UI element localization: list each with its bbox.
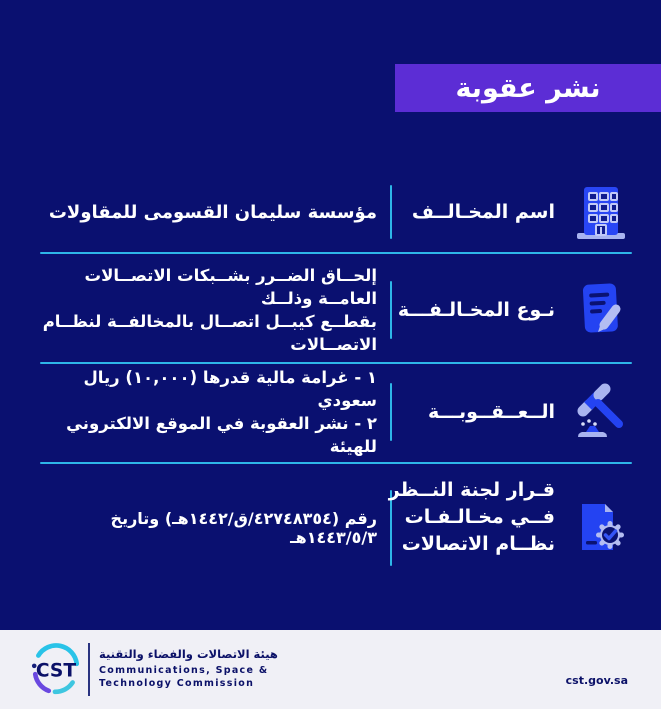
org-name-arabic: هيئة الاتصالات والفضاء والتقنية: [99, 647, 278, 661]
section-separator: [40, 252, 632, 254]
row-violator-name: [40, 170, 634, 254]
row-violation-type: [40, 264, 634, 356]
org-name-english-line: Communications, Space &: [99, 665, 269, 676]
row-committee-decision: [40, 472, 634, 584]
website-url: cst.gov.sa: [565, 674, 628, 687]
decision-document-gear-icon: [568, 495, 634, 561]
content-line: إلحــاق الضــرر بشــبكات الاتصــالات العامــة وذلــك: [84, 266, 377, 308]
org-name-english-line: Technology Commission: [99, 677, 255, 689]
building-icon: [568, 179, 634, 245]
violation-type-value: [40, 264, 377, 356]
vertical-divider: [390, 185, 392, 239]
violator-name-label: [405, 199, 555, 226]
section-separator: [40, 462, 632, 464]
content-line: ٢ - نشر العقوبة في الموقع الالكتروني للهيئة: [66, 414, 377, 456]
cst-logo: [28, 641, 84, 697]
penalty-value: [40, 366, 377, 458]
penalty-label: [405, 399, 555, 426]
org-name-english: [99, 665, 278, 690]
label-line: نـوع المخـالـفـــة: [397, 298, 555, 321]
gavel-icon: [568, 379, 634, 445]
cst-logo-text: CST: [35, 660, 77, 682]
organization-names: [99, 647, 278, 690]
footer-logo-divider: [88, 643, 90, 696]
banner-title: نشر عقوبة: [455, 72, 601, 104]
content-line: رقم (٤٢٧٤٨٣٥٤/ق/١٤٤٢هـ) وتاريخ ١٤٤٣/٥/٣هـ: [110, 509, 377, 547]
decision-number-value: [40, 509, 377, 547]
content-line: ١ - غرامة مالية قدرها (١٠,٠٠٠) ريال سعودي: [83, 368, 377, 410]
label-line: فــي مخـالـفـات: [404, 505, 555, 528]
committee-decision-label: [388, 477, 555, 558]
banner: [395, 64, 661, 112]
section-separator: [40, 362, 632, 364]
label-line: قـرار لجنة النــظر: [388, 478, 555, 501]
footer: [0, 630, 661, 709]
violation-document-icon: [568, 277, 634, 343]
label-line: اسم المخـالــف: [411, 200, 555, 223]
label-line: نظــام الاتصالات: [401, 532, 555, 555]
vertical-divider: [390, 383, 392, 441]
row-penalty: [40, 368, 634, 456]
violator-name-value: [40, 202, 377, 223]
vertical-divider: [390, 281, 392, 339]
content-line: مؤسسة سليمان القسومى للمقاولات: [48, 201, 377, 223]
violation-type-label: [397, 297, 555, 324]
content-line: بقطــع كيبــل اتصــال بالمخالفــة لنظــام الاتصــالات: [42, 312, 377, 354]
label-line: الــعــقــوبـــة: [427, 400, 555, 423]
